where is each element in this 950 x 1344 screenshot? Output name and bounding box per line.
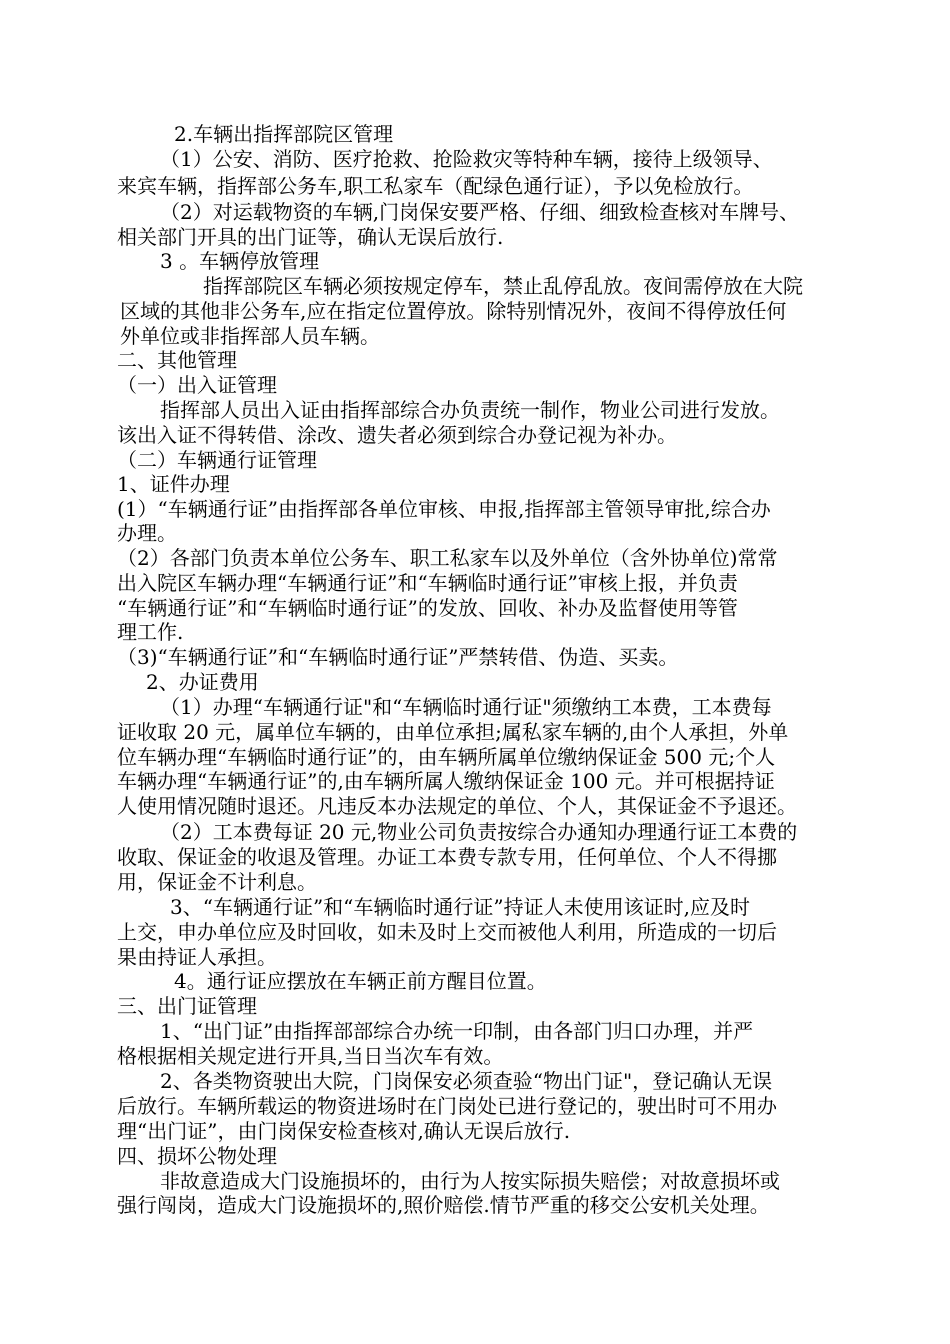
paragraph-line: 3、“车辆通行证”和“车辆临时通行证”持证人未使用该证时,应及时 xyxy=(170,895,750,919)
section-heading: 3 。车辆停放管理 xyxy=(160,249,320,273)
paragraph-line: （1）办理“车辆通行证"和“车辆临时通行证"须缴纳工本费，工本费每 xyxy=(160,695,772,719)
paragraph-line: （2）工本费每证 20 元,物业公司负责按综合办通知办理通行证工本费的 xyxy=(160,820,798,844)
paragraph-line: 该出入证不得转借、涂改、遗失者必须到综合办登记视为补办。 xyxy=(117,423,677,447)
section-heading: （一）出入证管理 xyxy=(117,373,277,397)
paragraph-line: 指挥部院区车辆必须按规定停车，禁止乱停乱放。夜间需停放在大院 xyxy=(203,274,803,298)
paragraph-line: 车辆办理“车辆通行证”的,由车辆所属人缴纳保证金 100 元。并可根据持证 xyxy=(117,769,775,793)
paragraph-line: 证收取 20 元，属单位车辆的，由单位承担;属私家车辆的,由个人承担，外单 xyxy=(117,720,789,744)
paragraph-line: 区域的其他非公务车,应在指定位置停放。除特别情况外，夜间不得停放任何 xyxy=(120,299,787,323)
section-heading: 1、证件办理 xyxy=(117,472,230,496)
paragraph-line: (1）“车辆通行证”由指挥部各单位审核、申报,指挥部主管领导审批,综合办 xyxy=(117,497,771,521)
section-heading: 二、其他管理 xyxy=(117,348,237,372)
section-heading: 三、出门证管理 xyxy=(117,994,257,1018)
paragraph-line: “车辆通行证”和“车辆临时通行证”的发放、回收、补办及监督使用等管 xyxy=(117,596,738,620)
paragraph-line: 办理。 xyxy=(117,521,177,545)
paragraph-line: 果由持证人承担。 xyxy=(117,945,277,969)
section-heading: 2、办证费用 xyxy=(146,670,259,694)
paragraph-line: 理工作. xyxy=(117,620,184,644)
section-heading: （二）车辆通行证管理 xyxy=(117,448,317,472)
paragraph-line: 指挥部人员出入证由指挥部综合办负责统一制作，物业公司进行发放。 xyxy=(160,398,780,422)
paragraph-line: 1、“出门证”由指挥部部综合办统一印制，由各部门归口办理，并严 xyxy=(160,1019,754,1043)
paragraph-line: （2）各部门负责本单位公务车、职工私家车以及外单位（含外协单位)常常 xyxy=(117,546,778,570)
paragraph-line: （3)“车辆通行证”和“车辆临时通行证”严禁转借、伪造、买卖。 xyxy=(117,645,679,669)
paragraph-line: （2）对运载物资的车辆,门岗保安要严格、仔细、细致检查核对车牌号、 xyxy=(160,200,800,224)
paragraph-line: 2、各类物资驶出大院，门岗保安必须查验“物出门证"，登记确认无误 xyxy=(160,1069,773,1093)
paragraph-line: 人使用情况随时退还。凡违反本办法规定的单位、个人，其保证金不予退还。 xyxy=(117,794,797,818)
paragraph-line: 后放行。车辆所载运的物资进场时在门岗处已进行登记的，驶出时可不用办 xyxy=(117,1094,777,1118)
paragraph-line: 上交，申办单位应及时回收，如未及时上交而被他人利用，所造成的一切后 xyxy=(117,920,777,944)
paragraph-line: 理“出门证”，由门岗保安检查核对,确认无误后放行. xyxy=(117,1119,571,1143)
section-heading: 2.车辆出指挥部院区管理 xyxy=(174,122,394,146)
paragraph-line: 收取、保证金的收退及管理。办证工本费专款专用，任何单位、个人不得挪 xyxy=(117,845,777,869)
paragraph-line: 非故意造成大门设施损坏的，由行为人按实际损失赔偿；对故意损坏或 xyxy=(160,1169,780,1193)
paragraph-line: 相关部门开具的出门证等，确认无误后放行. xyxy=(117,225,504,249)
section-heading: 四、损坏公物处理 xyxy=(117,1144,277,1168)
paragraph-line: 来宾车辆，指挥部公务车,职工私家车（配绿色通行证），予以免检放行。 xyxy=(117,174,754,198)
paragraph-line: 用，保证金不计利息。 xyxy=(117,870,317,894)
paragraph-line: （1）公安、消防、医疗抢救、抢险救灾等特种车辆，接待上级领导、 xyxy=(160,147,773,171)
paragraph-line: 位车辆办理“车辆临时通行证”的，由车辆所属单位缴纳保证金 500 元;个人 xyxy=(117,745,776,769)
paragraph-line: 外单位或非指挥部人员车辆。 xyxy=(120,324,380,348)
paragraph-line: 4。通行证应摆放在车辆正前方醒目位置。 xyxy=(174,969,547,993)
paragraph-line: 强行闯岗，造成大门设施损坏的,照价赔偿.情节严重的移交公安机关处理。 xyxy=(117,1193,770,1217)
paragraph-line: 格根据相关规定进行开具,当日当次车有效。 xyxy=(117,1044,504,1068)
paragraph-line: 出入院区车辆办理“车辆通行证”和“车辆临时通行证”审核上报，并负责 xyxy=(117,571,738,595)
